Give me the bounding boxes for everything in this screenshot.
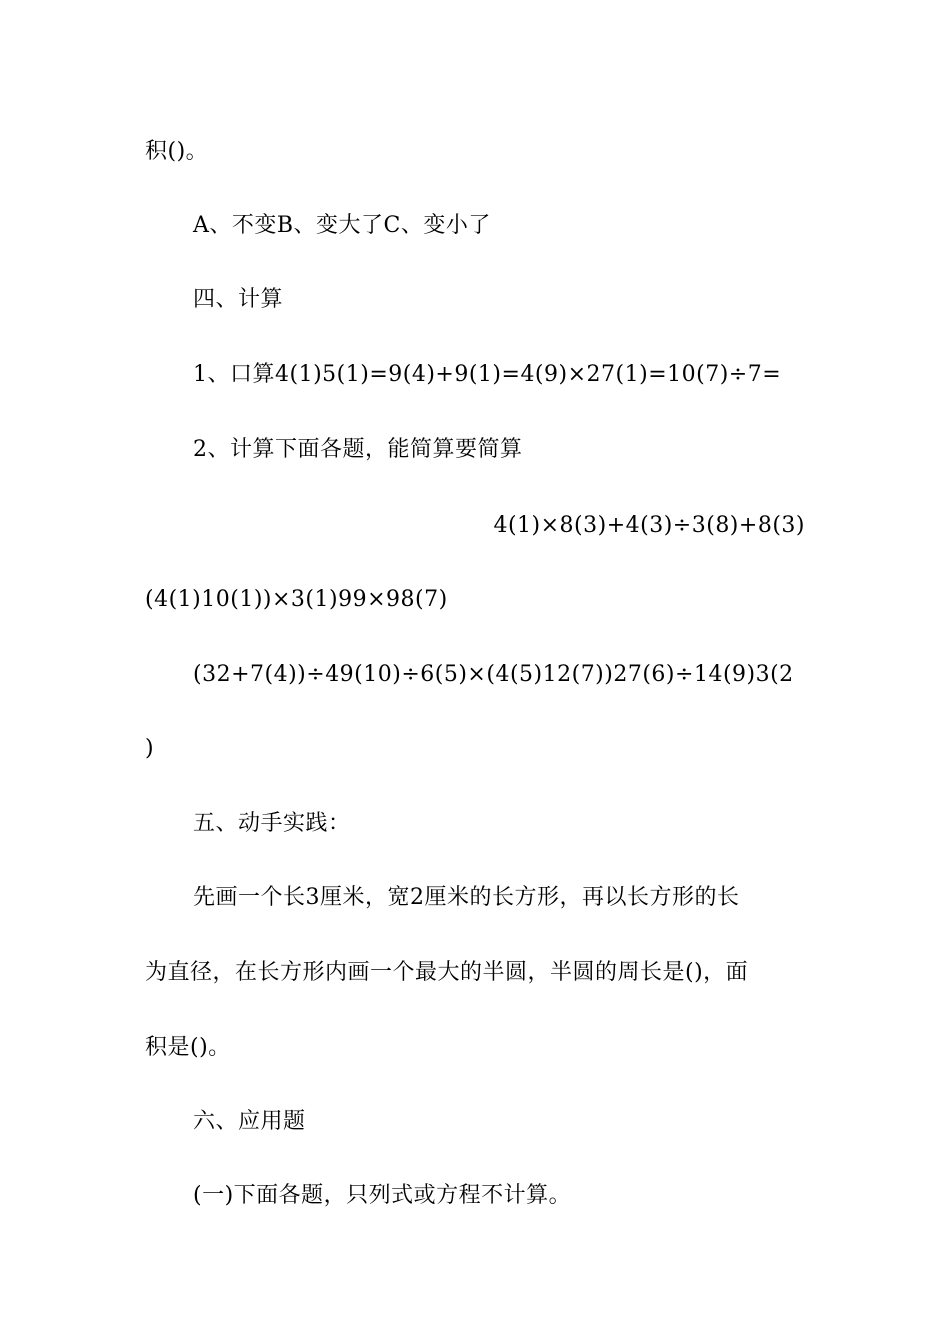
section-heading-calculation: 四、计算: [193, 287, 284, 312]
text-line-expression-2: (4(1)10(1))×3(1)99×98(7): [145, 587, 448, 612]
section-heading-practice: 五、动手实践：: [193, 811, 351, 836]
text-line-area-answer: 积()。: [145, 139, 209, 164]
text-line-practice-2: 为直径，在长方形内画一个最大的半圆，半圆的周长是()，面: [145, 960, 749, 985]
text-line-applications-intro: (一)下面各题，只列式或方程不计算。: [193, 1183, 572, 1208]
text-line-expression-3: (32+7(4))÷49(10)÷6(5)×(4(5)12(7))27(6)÷14(9)3(2: [193, 662, 794, 687]
text-line-mental-math: 1、口算4(1)5(1)=9(4)+9(1)=4(9)×27(1)=10(7)÷7=: [193, 362, 782, 387]
text-line-options: A、不变B、变大了C、变小了: [193, 213, 491, 238]
text-line-practice-1: 先画一个长3厘米，宽2厘米的长方形，再以长方形的长: [193, 885, 740, 910]
text-line-expression-1: 4(1)×8(3)+4(3)÷3(8)+8(3): [493, 513, 805, 538]
text-line-expression-3-end: ): [145, 736, 155, 761]
text-line-simplify-instruction: 2、计算下面各题，能简算要简算: [193, 437, 523, 462]
section-heading-applications: 六、应用题: [193, 1109, 306, 1134]
text-line-practice-3: 积是()。: [145, 1035, 231, 1060]
